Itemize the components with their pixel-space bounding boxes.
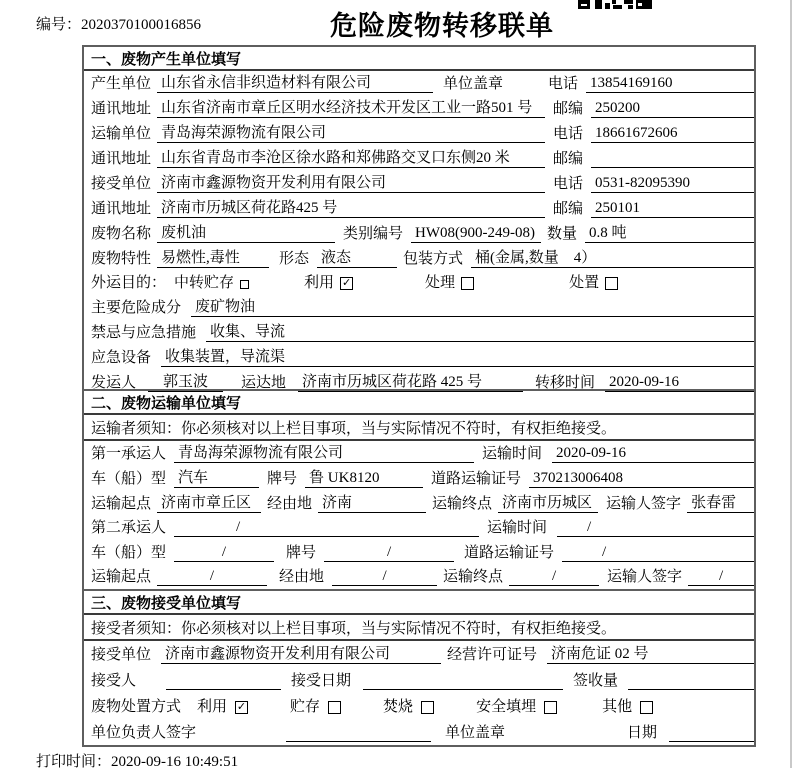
producer-phone-value: 13854169160 bbox=[586, 75, 754, 93]
equipment-value: 收集装置，导流渠 bbox=[161, 345, 754, 367]
disposal-option-incinerate-label: 焚烧 bbox=[383, 699, 414, 715]
transporter-phone-value: 18661672606 bbox=[591, 125, 754, 143]
receiver-zip-value: 250101 bbox=[591, 200, 754, 218]
section3-notice: 接受者须知：你必须核对以上栏目事项，当与实际情况不符时，有权拒绝接受。 bbox=[84, 615, 754, 641]
accept-unit-value: 济南市鑫源物资开发利用有限公司 bbox=[161, 642, 441, 664]
producer-address-value: 山东省济南市章丘区明水经济技术开发区工业一路501 号 bbox=[157, 96, 545, 118]
destination-label: 运达地 bbox=[241, 375, 287, 391]
road-permit2-label: 道路运输证号 bbox=[464, 544, 555, 561]
receiver-value: 济南市鑫源物资开发利用有限公司 bbox=[157, 171, 545, 193]
waste-quantity-label: 数量 bbox=[547, 226, 578, 242]
transport-time2-value: / bbox=[557, 519, 754, 537]
section3-rows bbox=[84, 641, 754, 745]
receiver-row bbox=[84, 171, 754, 196]
route1-start-value: 济南市章丘区 bbox=[157, 491, 261, 513]
second-carrier-value: / bbox=[174, 519, 479, 537]
route2-via-label: 经由地 bbox=[279, 568, 325, 585]
route1-sign-value: 张春雷 bbox=[687, 491, 754, 513]
disposal-landfill-checkbox bbox=[544, 701, 557, 714]
responsible-sign-label: 单位负责人签字 bbox=[91, 725, 197, 741]
section-producer bbox=[84, 47, 754, 389]
waste-category-label: 类别编号 bbox=[343, 226, 404, 242]
transporter-address-label: 通讯地址 bbox=[91, 151, 152, 167]
signed-quantity-value bbox=[628, 689, 754, 690]
producer-value: 山东省永信非织造材料有限公司 bbox=[157, 71, 433, 93]
reuse-checkbox: ✓ bbox=[341, 276, 352, 289]
accept-unit-label: 接受单位 bbox=[91, 647, 152, 663]
route2-end-value: / bbox=[509, 568, 599, 586]
measures-label: 禁忌与应急措施 bbox=[91, 325, 197, 341]
section2-notice: 运输者须知：你必须核对以上栏目事项，当与实际情况不符时，有权拒绝接受。 bbox=[84, 415, 754, 441]
accept-person-label: 接受人 bbox=[91, 673, 137, 689]
receiver-label: 接受单位 bbox=[91, 176, 152, 192]
route1-end-label: 运输终点 bbox=[432, 496, 493, 512]
signed-quantity-label: 签收量 bbox=[573, 673, 619, 689]
section1-rows bbox=[84, 71, 754, 395]
transporter-label: 运输单位 bbox=[91, 126, 152, 142]
waste-category-value: HW08(900-249-08) bbox=[411, 225, 541, 243]
vehicle1-type-value: 汽车 bbox=[174, 466, 259, 488]
vehicle1-type-label: 车（船）型 bbox=[91, 471, 167, 487]
waste-name-label: 废物名称 bbox=[91, 226, 152, 242]
transfer-time-label: 转移时间 bbox=[535, 375, 596, 391]
waste-quantity-value: 0.8 吨 bbox=[585, 221, 754, 243]
disposal-incinerate-checkbox bbox=[421, 701, 434, 714]
disposal-option-other-label: 其他 bbox=[602, 699, 633, 715]
sign-date-label: 日期 bbox=[627, 725, 658, 741]
plate1-label: 牌号 bbox=[267, 471, 298, 487]
accept-unit-row bbox=[84, 641, 754, 667]
route2-end-label: 运输终点 bbox=[443, 568, 504, 585]
route2-start-label: 运输起点 bbox=[91, 568, 152, 585]
second-carrier-label: 第二承运人 bbox=[91, 520, 167, 537]
producer-row bbox=[84, 71, 754, 96]
disposal-storage-checkbox bbox=[328, 701, 341, 714]
road-permit1-value: 370213006408 bbox=[529, 470, 754, 488]
section1-title: 一、废物产生单位填写 bbox=[84, 47, 754, 71]
dispatcher-value: 郭玉波 bbox=[148, 370, 223, 392]
waste-name-row bbox=[84, 221, 754, 246]
producer-zip-value: 250200 bbox=[591, 100, 754, 118]
purpose-option-reuse-label: 利用 bbox=[304, 275, 335, 291]
producer-phone-label: 电话 bbox=[548, 76, 579, 92]
receiver-phone-label: 电话 bbox=[553, 176, 584, 192]
producer-address-label: 通讯地址 bbox=[91, 101, 152, 117]
transporter-zip-label: 邮编 bbox=[553, 151, 584, 167]
accept-date-value bbox=[363, 689, 563, 690]
transporter-address-row bbox=[84, 146, 754, 171]
purpose-option-dispose-label: 处置 bbox=[569, 275, 600, 291]
manifest-form bbox=[82, 45, 756, 747]
waste-traits-value: 易燃性,毒性 bbox=[157, 246, 269, 268]
section-receiver bbox=[84, 589, 754, 745]
receiver-address-value: 济南市历城区荷花路425 号 bbox=[157, 196, 545, 218]
receiver-phone-value: 0531-82095390 bbox=[591, 175, 754, 193]
producer-label: 产生单位 bbox=[91, 76, 152, 92]
plate2-value: / bbox=[324, 544, 454, 562]
unit-seal-label: 单位盖章 bbox=[445, 725, 506, 741]
responsible-sign-row bbox=[84, 719, 754, 745]
producer-address-row bbox=[84, 96, 754, 121]
waste-packing-label: 包装方式 bbox=[403, 251, 464, 267]
road-permit2-value: / bbox=[562, 544, 754, 562]
route1-sign-label: 运输人签字 bbox=[606, 496, 682, 512]
route2-sign-value: / bbox=[688, 568, 754, 586]
transport-time1-label: 运输时间 bbox=[482, 446, 543, 462]
disposal-option-storage-label: 贮存 bbox=[290, 699, 321, 715]
plate2-label: 牌号 bbox=[286, 544, 317, 561]
hazard-label: 主要危险成分 bbox=[91, 300, 182, 316]
vehicle2-type-label: 车（船）型 bbox=[91, 544, 167, 561]
second-carrier-row bbox=[84, 516, 754, 540]
vehicle2-type-value: / bbox=[174, 544, 274, 562]
section2-rows bbox=[84, 441, 754, 589]
document-number-value: 2020370100016856 bbox=[81, 17, 202, 33]
dispose-checkbox bbox=[605, 277, 618, 290]
receiver-address-label: 通讯地址 bbox=[91, 201, 152, 217]
purpose-option-transfer-storage-label: 中转贮存 bbox=[174, 275, 235, 291]
accept-person-row bbox=[84, 667, 754, 693]
purpose-option-treat-label: 处理 bbox=[425, 275, 456, 291]
destination-value: 济南市历城区荷花路 425 号 bbox=[298, 370, 523, 392]
section-transport bbox=[84, 389, 754, 589]
route2-via-value: / bbox=[332, 568, 437, 586]
measures-value: 收集、导流 bbox=[206, 320, 754, 342]
route1-row bbox=[84, 491, 754, 516]
accept-person-value bbox=[166, 689, 281, 690]
vehicle1-row bbox=[84, 466, 754, 491]
transporter-address-value: 山东省青岛市李沧区徐水路和郑佛路交叉口东侧20 米 bbox=[157, 146, 545, 168]
waste-form-label: 形态 bbox=[279, 251, 310, 267]
measures-row bbox=[84, 320, 754, 345]
hazard-value: 废矿物油 bbox=[191, 295, 754, 317]
section2-title: 二、废物运输单位填写 bbox=[84, 391, 754, 415]
purpose-row bbox=[84, 271, 754, 295]
operating-permit-label: 经营许可证号 bbox=[447, 647, 538, 663]
print-time-value: 2020-09-16 10:49:51 bbox=[111, 754, 239, 770]
disposal-method-label: 废物处置方式 bbox=[91, 699, 182, 715]
first-carrier-value: 青岛海荣源物流有限公司 bbox=[174, 441, 474, 463]
transport-time1-value: 2020-09-16 bbox=[552, 445, 754, 463]
transfer-time-value: 2020-09-16 bbox=[605, 374, 754, 392]
first-carrier-row bbox=[84, 441, 754, 466]
document-number bbox=[36, 13, 201, 34]
disposal-option-landfill-label: 安全填埋 bbox=[476, 699, 537, 715]
equipment-row bbox=[84, 345, 754, 370]
print-time-label: 打印时间： bbox=[36, 754, 112, 770]
vehicle2-row bbox=[84, 540, 754, 564]
page-title: 危险废物转移联单 bbox=[330, 11, 554, 41]
qr-code-fragment bbox=[578, 0, 652, 17]
treat-checkbox bbox=[461, 277, 474, 290]
waste-form-value: 液态 bbox=[317, 246, 397, 268]
hazard-row bbox=[84, 295, 754, 320]
plate1-value: 鲁 UK8120 bbox=[305, 466, 423, 488]
purpose-label: 外运目的： bbox=[91, 275, 167, 291]
sign-date-value bbox=[669, 741, 754, 742]
section3-title: 三、废物接受单位填写 bbox=[84, 591, 754, 615]
transporter-phone-label: 电话 bbox=[553, 126, 584, 142]
road-permit1-label: 道路运输证号 bbox=[431, 471, 522, 487]
equipment-label: 应急设备 bbox=[91, 350, 152, 366]
accept-date-label: 接受日期 bbox=[291, 673, 352, 689]
waste-traits-row bbox=[84, 246, 754, 271]
waste-name-value: 废机油 bbox=[157, 221, 335, 243]
waste-packing-value: 桶(金属,数量 4） bbox=[471, 246, 754, 268]
producer-seal-label: 单位盖章 bbox=[443, 76, 504, 92]
receiver-address-row bbox=[84, 196, 754, 221]
route1-end-value: 济南市历城区 bbox=[498, 491, 598, 513]
page-edge-line bbox=[790, 0, 792, 768]
disposal-other-checkbox bbox=[640, 701, 653, 714]
disposal-option-reuse-label: 利用 bbox=[197, 699, 228, 715]
qr-code-icon bbox=[578, 0, 652, 12]
document-number-label: 编号： bbox=[36, 17, 82, 33]
producer-zip-label: 邮编 bbox=[553, 101, 584, 117]
transporter-value: 青岛海荣源物流有限公司 bbox=[157, 121, 545, 143]
disposal-method-row bbox=[84, 693, 754, 719]
route2-row bbox=[84, 565, 754, 589]
transporter-row bbox=[84, 121, 754, 146]
disposal-reuse-checkbox: ✓ bbox=[236, 700, 247, 713]
first-carrier-label: 第一承运人 bbox=[91, 446, 167, 462]
route2-start-value: / bbox=[157, 568, 267, 586]
receiver-zip-label: 邮编 bbox=[553, 201, 584, 217]
dispatcher-label: 发运人 bbox=[91, 375, 137, 391]
transport-time2-label: 运输时间 bbox=[487, 520, 548, 537]
transporter-zip-value bbox=[591, 167, 754, 168]
waste-traits-label: 废物特性 bbox=[91, 251, 152, 267]
route1-via-value: 济南 bbox=[318, 491, 426, 513]
route1-via-label: 经由地 bbox=[267, 496, 313, 512]
transfer-storage-checkbox bbox=[240, 280, 249, 289]
operating-permit-value: 济南危证 02 号 bbox=[547, 642, 754, 664]
route2-sign-label: 运输人签字 bbox=[607, 568, 683, 585]
responsible-sign-value bbox=[286, 741, 431, 742]
route1-start-label: 运输起点 bbox=[91, 496, 152, 512]
